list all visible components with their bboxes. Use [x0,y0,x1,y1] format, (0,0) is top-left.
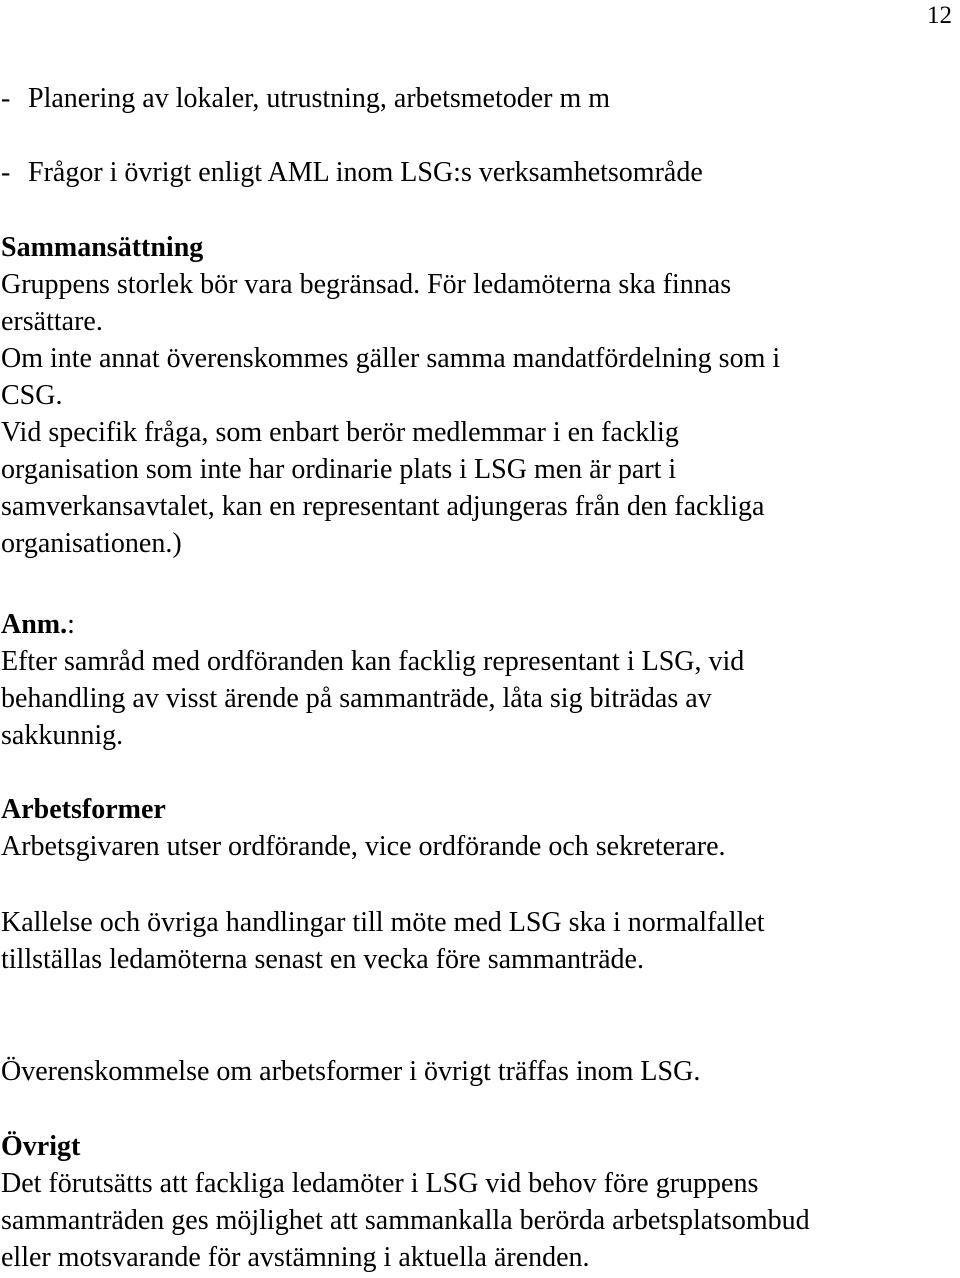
paragraph-line: Kallelse och övriga handlingar till möte med LSG ska i normalfallet [1,907,765,938]
paragraph-line: Vid specifik fråga, som enbart berör medlemmar i en facklig [1,417,679,448]
paragraph-line: Gruppens storlek bör vara begränsad. För ledamöterna ska finnas [1,269,732,300]
paragraph-line: organisation som inte har ordinarie plats i LSG men är part i [1,454,677,485]
paragraph-line: Överenskommelse om arbetsformer i övrigt träffas inom LSG. [1,1056,701,1087]
section-ovrigt [1,1128,951,1276]
list-item-text: Planering av lokaler, utrustning, arbetsmetoder m m [28,83,611,114]
paragraph-line: sakkunnig. [1,720,124,751]
list-dash: - [1,157,11,188]
section-heading-colon: : [67,609,75,640]
section-heading [1,606,951,643]
list-item [1,80,610,117]
paragraph-line: Det förutsätts att fackliga ledamöter i LSG vid behov före gruppens [1,1168,759,1199]
paragraph-line: behandling av visst ärende på sammanträde, låta sig biträdas av [1,683,712,714]
paragraph-line: sammanträden ges möjlighet att sammankalla berörda arbetsplatsombud [1,1205,810,1236]
paragraph-overenskommelse [1,1053,951,1090]
paragraph-line: tillställas ledamöterna senast en vecka före sammanträde. [1,944,644,975]
page-number: 12 [927,2,952,29]
paragraph-line: ersättare. [1,306,103,337]
paragraph-line: Om inte annat överenskommes gäller samma mandatfördelning som i [1,343,781,374]
list-dash: - [1,83,11,114]
section-anm [1,606,951,754]
list-item [1,154,703,191]
paragraph-line: CSG. [1,380,63,411]
section-sammansattning [1,229,951,562]
section-arbetsformer [1,791,951,865]
paragraph-kallelse [1,904,951,978]
paragraph-line: Efter samråd med ordföranden kan facklig representant i LSG, vid [1,646,745,677]
paragraph-line: organisationen.) [1,528,182,559]
list-item-text: Frågor i övrigt enligt AML inom LSG:s verksamhetsområde [28,157,703,188]
paragraph-line: Arbetsgivaren utser ordförande, vice ordförande och sekreterare. [1,831,726,862]
section-heading: Arbetsformer [1,794,166,825]
section-heading-text: Anm. [1,609,68,640]
section-heading: Övrigt [1,1131,81,1162]
paragraph-line: eller motsvarande för avstämning i aktuella ärenden. [1,1242,590,1273]
section-heading: Sammansättning [1,232,204,263]
paragraph-line: samverkansavtalet, kan en representant adjungeras från den fackliga [1,491,765,522]
